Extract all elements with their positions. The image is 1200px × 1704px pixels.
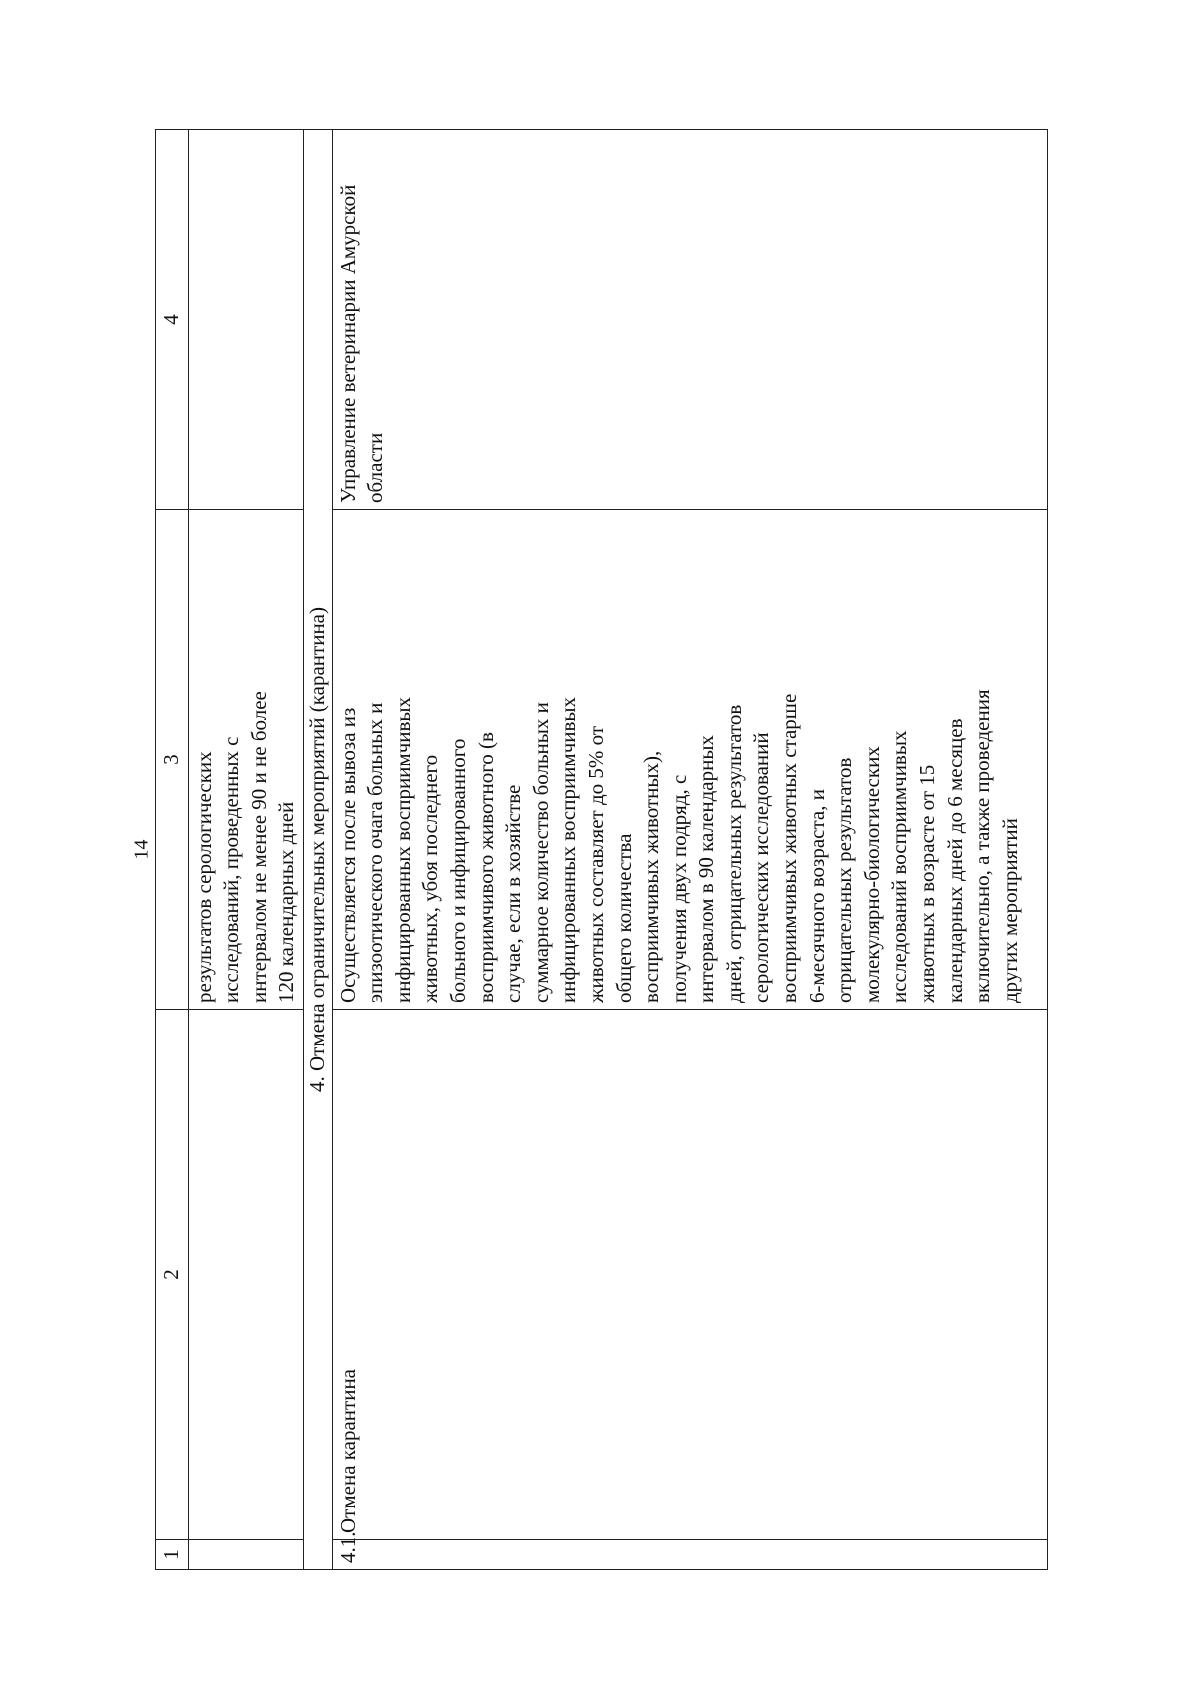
page-number: 14	[130, 839, 153, 860]
header-col-1: 1	[156, 1540, 189, 1570]
continued-col-1	[188, 1540, 303, 1570]
row-term: Осуществляется после вывоза из эпизоотического очага больных и инфицированных восприимчивых животных, убоя последнего больного и инфицированного восприимчивого животного (в случае, если в хозяйстве суммарное количество больных и инфицированных восприимчивых животных составляет до 5% от общего количества восприимчивых животных), получения двух подряд, с интервалом в 90 календарных дней, отрицательных результатов серологических исследований восприимчивых животных старше 6-месячного возраста, и отрицательных результатов молекулярно-биологических исследований восприимчивых животных в возрасте от 15 календарных дней до 6 месяцев включительно, а также проведения других мероприятий	[332, 510, 1047, 1010]
document-table-rotated	[155, 130, 1022, 1570]
row-measure: Отмена карантина	[332, 1010, 1047, 1540]
continued-col-3: результатов серологических исследований, проведенных с интервалом не менее 90 и не более 120 календарных дней	[188, 510, 303, 1010]
continued-col-2	[188, 1010, 303, 1540]
header-col-2: 2	[156, 1010, 189, 1540]
table-row	[332, 130, 1047, 1570]
table-row-continued	[188, 130, 303, 1570]
header-col-4: 4	[156, 130, 189, 510]
table-header-row	[156, 130, 189, 1570]
measures-table	[155, 129, 1048, 1570]
section-row	[303, 130, 332, 1570]
row-responsible: Управление ветеринарии Амурской области	[332, 130, 1047, 510]
row-number: 4.1.	[332, 1540, 1047, 1570]
header-col-3: 3	[156, 510, 189, 1010]
continued-col-4	[188, 130, 303, 510]
section-title: 4. Отмена ограничительных мероприятий (карантина)	[303, 130, 332, 1570]
